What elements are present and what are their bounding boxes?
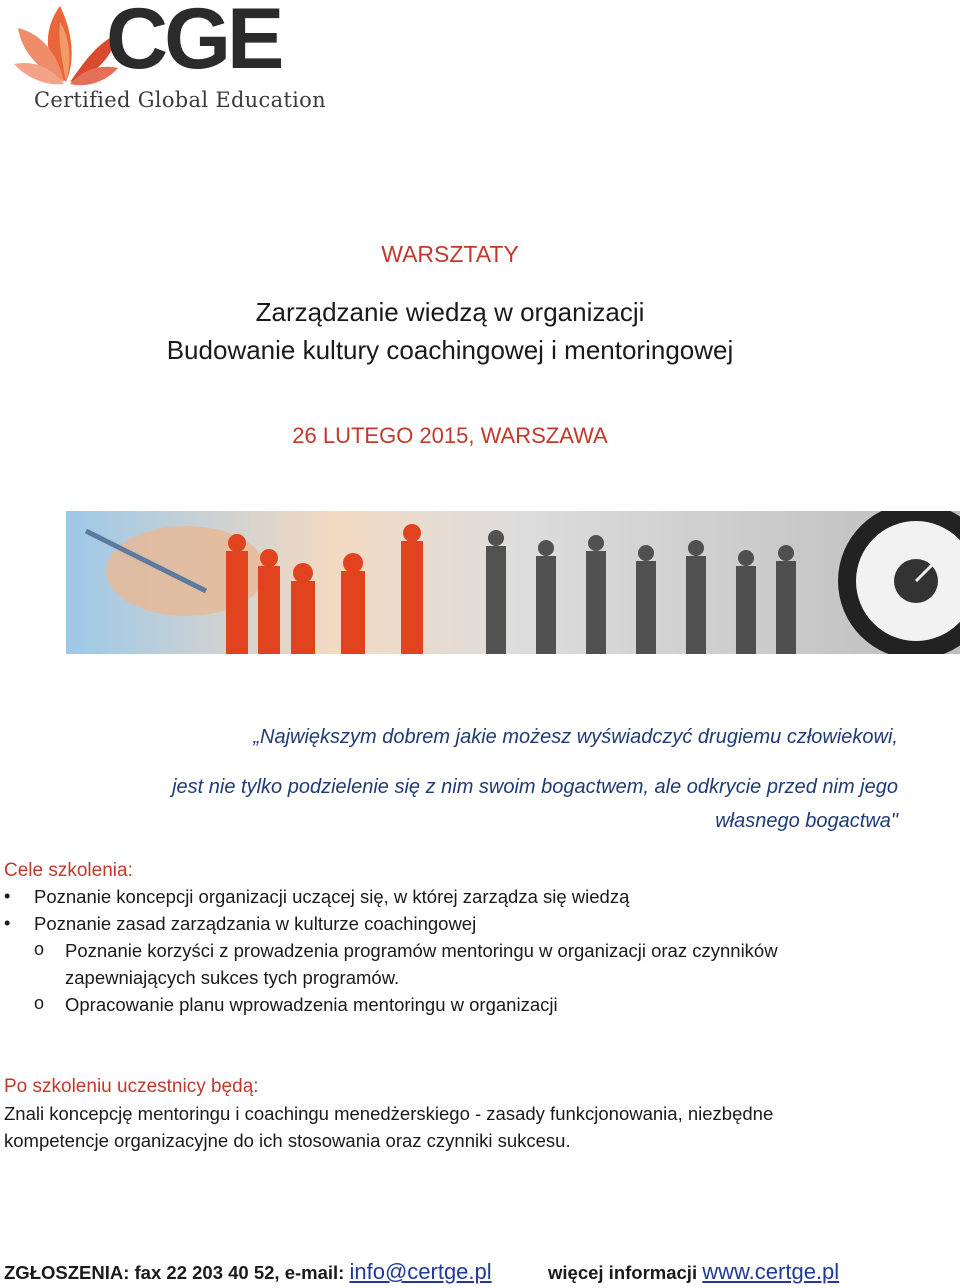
circle-bullet-icon: o xyxy=(34,939,45,959)
logo-subtitle: Certified Global Education xyxy=(34,88,326,112)
event-date-place: 26 LUTEGO 2015, WARSZAWA xyxy=(292,423,608,448)
registration-footer xyxy=(4,1259,492,1285)
quote-line1: „Największym dobrem jakie możesz wyświadczyć drugiemu człowiekowi, xyxy=(253,726,898,748)
website-link[interactable]: www.certge.pl xyxy=(702,1259,840,1284)
goals-heading: Cele szkolenia: xyxy=(4,860,133,881)
quote-line3: własnego bogactwa" xyxy=(715,810,898,832)
bullet-icon: • xyxy=(4,886,11,906)
logo-brand-text: CGE xyxy=(106,0,281,87)
outcomes-heading: Po szkoleniu uczestnicy będą: xyxy=(4,1076,259,1097)
circle-bullet-icon: o xyxy=(34,993,45,1013)
more-info-footer xyxy=(548,1259,839,1285)
registration-label: ZGŁOSZENIA: fax 22 203 40 52, e-mail: xyxy=(4,1262,350,1283)
page-title-line1: Zarządzanie wiedzą w organizacji xyxy=(255,297,645,327)
email-link[interactable]: info@certge.pl xyxy=(349,1259,492,1284)
more-info-label: więcej informacji xyxy=(548,1262,703,1283)
outcomes-line2: kompetencje organizacyjne do ich stosowania oraz czynniki sukcesu. xyxy=(4,1130,571,1151)
outcomes-line1: Znali koncepcję mentoringu i coachingu menedżerskiego - zasady funkcjonowania, niezbędne xyxy=(4,1103,774,1124)
category-heading: WARSZTATY xyxy=(381,241,519,267)
business-people-banner-image xyxy=(66,511,960,654)
quote-line2: jest nie tylko podzielenie się z nim swoim bogactwem, ale odkrycie przed nim jego xyxy=(172,776,898,798)
page-title-line2: Budowanie kultury coachingowej i mentoringowej xyxy=(166,335,734,365)
cge-logo xyxy=(14,0,326,120)
bullet-icon: • xyxy=(4,913,11,933)
